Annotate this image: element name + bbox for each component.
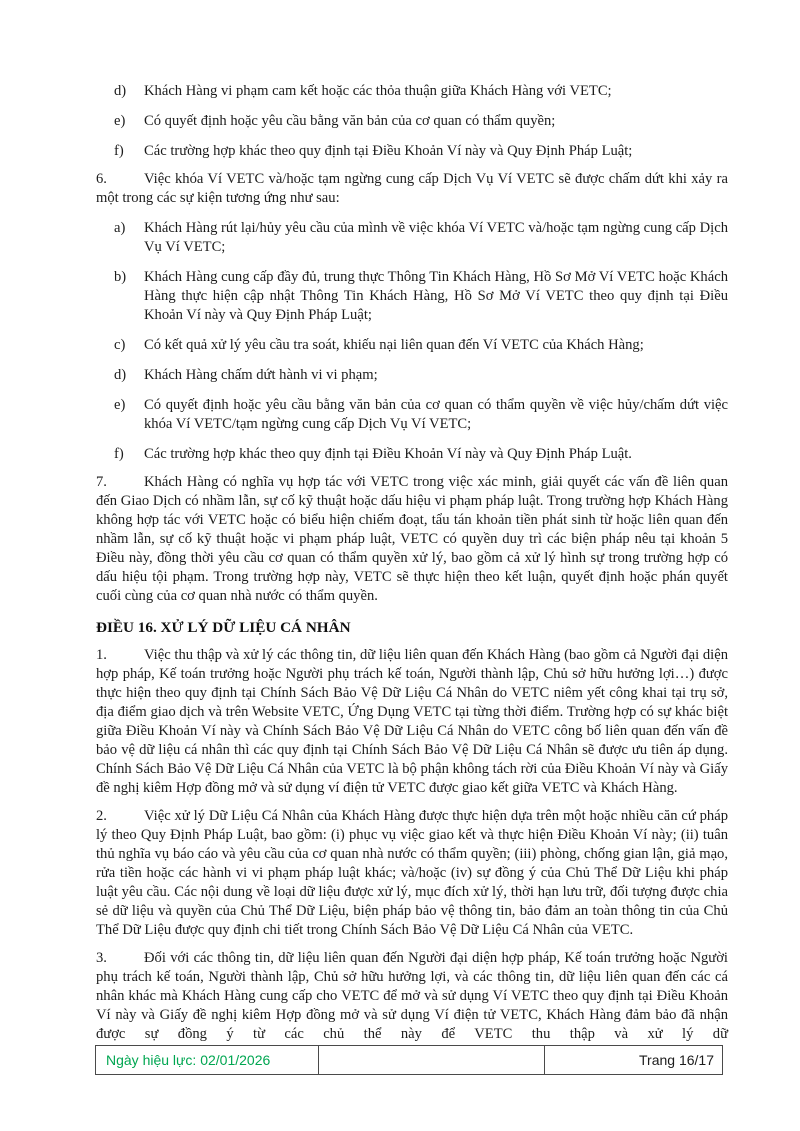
list-item	[96, 219, 728, 257]
list-item-text: Các trường hợp khác theo quy định tại Điều Khoản Ví này và Quy Định Pháp Luật;	[144, 143, 633, 159]
document-body	[96, 82, 728, 1044]
list-item-text: Khách Hàng rút lại/hủy yêu cầu của mình về việc khóa Ví VETC và/hoặc tạm ngừng cung cấp Dịch Vụ Ví VETC;	[144, 220, 728, 255]
list-item	[96, 336, 728, 355]
list-item	[96, 142, 728, 161]
clause-text: Đối với các thông tin, dữ liệu liên quan đến Người đại diện hợp pháp, Kế toán trưởng hoặc Người phụ trách kế toán, Người thành lập, Chủ sở hữu hưởng lợi, và các thông tin, dữ liệu liên quan đến các cá nhân khác mà Khách Hàng cung cấp cho VETC để mở và sử dụng Ví VETC theo quy định tại Điều Khoản Ví này và Giấy đề nghị kiêm Hợp đồng mở và sử dụng Ví điện tử VETC, Khách Hàng đảm bảo đã nhận được sự đồng ý từ các chủ thể này để VETC thu thập và xử lý dữ	[96, 950, 728, 1042]
footer-table	[95, 1045, 723, 1075]
list-item	[96, 366, 728, 385]
list-item	[96, 112, 728, 131]
list-item-marker: e)	[114, 113, 126, 129]
clause-text: Việc thu thập và xử lý các thông tin, dữ liệu liên quan đến Khách Hàng (bao gồm cả Người đại diện hợp pháp, Kế toán trưởng hoặc Người phụ trách kế toán, Người thành lập, Chủ sở hữu hưởng lợi…) được thực hiện theo quy định tại Chính Sách Bảo Vệ Dữ Liệu Cá Nhân do VETC niêm yết công khai tại trụ sở, địa điểm giao dịch và trên Website VETC, Ứng Dụng VETC tại từng thời điểm. Trường hợp có sự khác biệt giữa Điều Khoản Ví này và Chính Sách Bảo Vệ Dữ Liệu Cá Nhân do VETC công bố liên quan đến vấn đề bảo vệ dữ liệu cá nhân thì các quy định tại Chính Sách Bảo Vệ Dữ Liệu Cá Nhân sẽ được ưu tiên áp dụng. Chính Sách Bảo Vệ Dữ Liệu Cá Nhân của VETC là bộ phận không tách rời của Điều Khoản Ví này và Giấy đề nghị kiêm Hợp đồng mở và sử dụng ví điện tử VETC được giao kết giữa VETC và Khách Hàng.	[96, 647, 728, 796]
list-item-marker: b)	[114, 269, 127, 285]
list-item-text: Các trường hợp khác theo quy định tại Điều Khoản Ví này và Quy Định Pháp Luật.	[144, 446, 632, 462]
list-item-marker: a)	[114, 220, 126, 236]
list-item-marker: d)	[114, 367, 127, 383]
clause-text: Việc khóa Ví VETC và/hoặc tạm ngừng cung cấp Dịch Vụ Ví VETC sẽ được chấm dứt khi xảy ra một trong các sự kiện tương ứng như sau:	[96, 171, 728, 206]
section-heading: ĐIỀU 16. XỬ LÝ DỮ LIỆU CÁ NHÂN	[96, 619, 351, 636]
list-item	[96, 396, 728, 434]
list-item-text: Khách Hàng vi phạm cam kết hoặc các thỏa thuận giữa Khách Hàng với VETC;	[144, 83, 612, 99]
page-number-cell	[545, 1046, 722, 1074]
list-item-marker: f)	[114, 446, 124, 462]
list-item	[96, 445, 728, 464]
list-item-text: Có quyết định hoặc yêu cầu bằng văn bản của cơ quan có thẩm quyền;	[144, 113, 556, 129]
clause-number: 6.	[96, 171, 107, 187]
clause-16-2-paragraph	[96, 807, 728, 940]
list-item-marker: e)	[114, 397, 126, 413]
clause-number: 7.	[96, 474, 107, 490]
list-item-text: Khách Hàng cung cấp đầy đủ, trung thực Thông Tin Khách Hàng, Hồ Sơ Mở Ví VETC hoặc Khách Hàng thực hiện cập nhật Thông Tin Khách Hàng, Hồ Sơ Mở Ví VETC theo quy định tại Điều Khoản Ví này và Quy Định Pháp Luật;	[144, 269, 728, 323]
clause-number: 3.	[96, 950, 107, 966]
list-item-marker: d)	[114, 83, 127, 99]
list-item-text: Khách Hàng chấm dứt hành vi vi phạm;	[144, 367, 378, 383]
list-item	[96, 268, 728, 325]
list-item-text: Có kết quả xử lý yêu cầu tra soát, khiếu nại liên quan đến Ví VETC của Khách Hàng;	[144, 337, 644, 353]
clause-number: 1.	[96, 647, 107, 663]
list-item-marker: f)	[114, 143, 124, 159]
list-item	[96, 82, 728, 101]
clause-16-3-paragraph	[96, 949, 728, 1044]
effective-date-text: Ngày hiệu lực: 02/01/2026	[106, 1052, 271, 1068]
clause-7-paragraph	[96, 473, 728, 606]
clause-16-1-paragraph	[96, 646, 728, 798]
clause-6-paragraph	[96, 170, 728, 208]
list-item-marker: c)	[114, 337, 126, 353]
clause-number: 2.	[96, 808, 107, 824]
footer-empty-cell	[319, 1046, 545, 1074]
effective-date-cell	[96, 1046, 319, 1074]
page-number-text: Trang 16/17	[639, 1052, 714, 1068]
clause-text: Việc xử lý Dữ Liệu Cá Nhân của Khách Hàng được thực hiện dựa trên một hoặc nhiều căn cứ pháp lý theo Quy Định Pháp Luật, bao gồm: (i) phục vụ việc giao kết và thực hiện Điều Khoản Ví này; (ii) tuân thủ nghĩa vụ báo cáo và yêu cầu của cơ quan nhà nước có thẩm quyền; (iii) phòng, chống gian lận, giả mạo, rửa tiền hoặc các hành vi vi phạm pháp luật khác; và/hoặc (iv) sự đồng ý của Chủ Thể Dữ Liệu khi pháp luật yêu cầu. Các nội dung về loại dữ liệu được xử lý, mục đích xử lý, thời hạn lưu trữ, đối tượng được chia sẻ dữ liệu và quyền của Chủ Thể Dữ Liệu, biện pháp bảo vệ thông tin, bảo đảm an toàn thông tin của Chủ Thể Dữ Liệu được quy định chi tiết trong Chính Sách Bảo Vệ Dữ Liệu Cá Nhân của VETC.	[96, 808, 728, 938]
list-item-text: Có quyết định hoặc yêu cầu bằng văn bản của cơ quan có thẩm quyền về việc hủy/chấm dứt việc khóa Ví VETC/tạm ngừng cung cấp Dịch Vụ Ví VETC;	[144, 397, 728, 432]
clause-text: Khách Hàng có nghĩa vụ hợp tác với VETC trong việc xác minh, giải quyết các vấn đề liên quan đến Giao Dịch có nhầm lẫn, sự cố kỹ thuật hoặc dấu hiệu vi phạm pháp luật. Trong trường hợp Khách Hàng không hợp tác với VETC hoặc có biểu hiện chiếm đoạt, tẩu tán khoản tiền phát sinh từ hoặc liên quan đến nhầm lẫn, sự cố kỹ thuật hoặc vi phạm pháp luật, VETC có quyền duy trì các biện pháp nêu tại khoản 5 Điều này, đồng thời yêu cầu cơ quan có thẩm quyền xử lý, bao gồm cả xử lý hình sự trong trường hợp có dấu hiệu tội phạm. Trong trường hợp này, VETC sẽ thực hiện theo kết luận, quyết định hoặc phán quyết cuối cùng của cơ quan nhà nước có thẩm quyền.	[96, 474, 728, 604]
